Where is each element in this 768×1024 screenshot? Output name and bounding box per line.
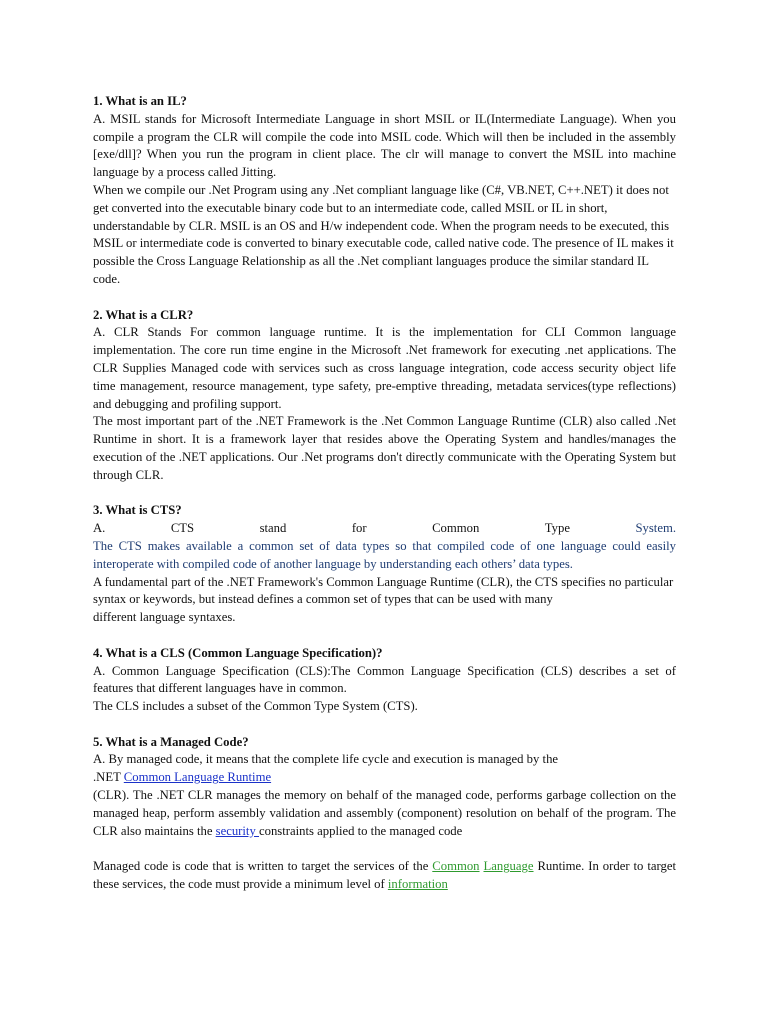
question-1-paragraph-2: When we compile our .Net Program using any .Net compliant language like (C#, VB.NET, C++.NET) it does not get converted into the executable binary code but to an intermediate code, called MSIL or IL in short, understandable by CLR. MSIL is an OS and H/w independent code. When the program needs to be executed, this MSIL or intermediate code is converted to binary executable code, called native code. The presence of IL makes it possible the Cross Language Relationship as all the .Net compliant languages produce the similar standard IL code. [93,182,674,286]
question-1-title: 1. What is an IL? [93,94,187,108]
cts-word: Type [544,521,570,536]
cts-word: A. [93,521,106,536]
target-services-text: Runtime. In order to target these services, the code must provide a minimum level of [93,859,676,892]
question-4-answer: A. Common Language Specification (CLS):The Common Language Specification (CLS) describes a set of features that different languages have in common. [93,663,676,696]
question-5-net-line [93,769,676,787]
cts-word: System. [635,521,676,536]
common-link[interactable]: Common [432,859,480,874]
question-2-title: 2. What is a CLR? [93,307,194,322]
clr-text: (CLR). The .NET CLR manages the memory on behalf of the managed code, performs garbage collection on the managed heap, perform assembly validation and assembly (component) resolution on behalf of the program. The CLR also maintains the [93,788,676,838]
question-2-answer: A. CLR Stands For common language runtime. It is the implementation for CLI Common language implementation. The core run time engine in the Microsoft .Net framework for executing .net applications. The CLR Supplies Managed code with services such as cross language integration, code access security object life time management, resource management, type safety, pre-emptive threading, metadata services(type reflections) and debugging and profiling support. [93,325,676,411]
question-4-paragraph-2: The CLS includes a subset of the Common Type System (CTS). [93,699,418,714]
question-5-paragraph-3 [93,858,676,894]
question-1-answer: A. MSIL stands for Microsoft Intermediate Language in short MSIL or IL(Intermediate Language). When you compile a program the CLR will compile the code into MSIL code. Which will then be included in the assembly [exe/dll]? When you run the program in client place. The clr will manage to convert the MSIL into machine language by a process called Jitting. [93,111,676,180]
question-5-paragraph-2 [93,787,676,840]
question-5-title: 5. What is a Managed Code? [93,734,249,749]
document-body [93,93,676,894]
security-link[interactable]: security [215,823,259,838]
question-3-paragraph-2: A fundamental part of the .NET Framework's Common Language Runtime (CLR), the CTS specifies no particular syntax or keywords, but instead defines a common set of types that can be used with many [93,574,674,607]
cts-word: stand [259,521,287,536]
constraints-text: constraints applied to the managed code [258,823,463,838]
cts-word: for [351,521,367,536]
language-link[interactable]: Language [483,859,534,874]
question-5-answer: A. By managed code, it means that the complete life cycle and execution is managed by the [93,752,559,767]
cts-word: Common [432,521,480,536]
managed-code-text: Managed code is code that is written to target the services of the [93,859,433,874]
net-prefix: .NET [93,770,124,785]
information-link[interactable]: information [387,877,448,892]
question-3-blue-paragraph: The CTS makes available a common set of data types so that compiled code of one language could easily interoperate with compiled code of another language by understanding each others’ data types. [93,538,676,571]
question-3-title: 3. What is CTS? [93,503,182,518]
question-4-title: 4. What is a CLS (Common Language Specification)? [93,645,383,660]
common-language-runtime-link[interactable]: Common Language Runtime [123,770,272,785]
question-3-paragraph-3: different language syntaxes. [93,610,236,625]
cts-word: CTS [170,521,195,536]
question-3-answer-line [93,520,676,538]
question-2-paragraph-2: The most important part of the .NET Framework is the .Net Common Language Runtime (CLR) also called .Net Runtime in short. It is a framework layer that resides above the Operating System and handles/manages the execution of the .NET applications. Our .Net programs don't directly communicate with the Operating System but through CLR. [93,414,676,482]
